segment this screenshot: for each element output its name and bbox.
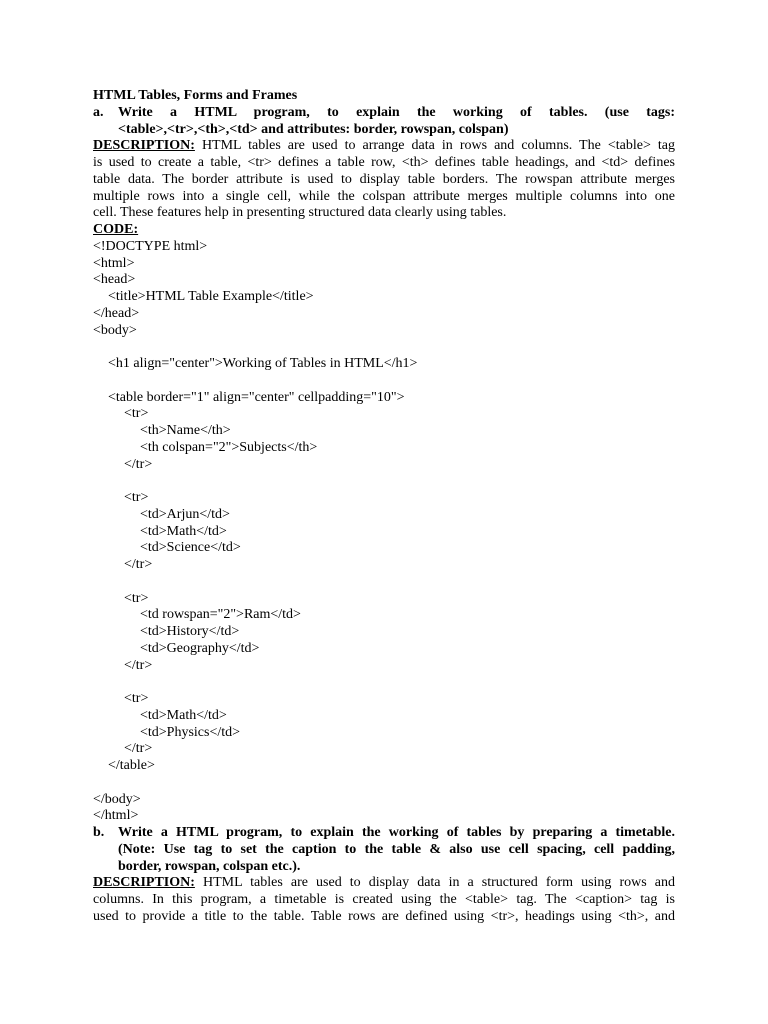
code-line: <td>Geography</td> bbox=[140, 640, 260, 656]
code-line: </body> bbox=[93, 791, 141, 807]
description-b-line-1: DESCRIPTION: HTML tables are used to display data in a structured form using rows and bbox=[93, 875, 675, 891]
code-line: <td>History</td> bbox=[140, 624, 240, 639]
description-b-line-3: used to provide a title to the table. Table rows are defined using <tr>, headings using <th>, and bbox=[93, 908, 675, 924]
code-line: </table> bbox=[108, 758, 155, 773]
code-line: <td>Math</td> bbox=[140, 707, 227, 723]
question-b-marker: b. bbox=[93, 825, 105, 840]
code-line: <table border="1" align="center" cellpadding="10"> bbox=[108, 389, 405, 405]
question-b-line-3: border, rowspan, colspan etc.). bbox=[118, 858, 301, 874]
code-line: <title>HTML Table Example</title> bbox=[108, 289, 314, 304]
code-line: <body> bbox=[93, 322, 137, 338]
code-line: <td>Math</td> bbox=[140, 523, 227, 539]
code-line-blank bbox=[93, 574, 675, 591]
code-line: <tr> bbox=[124, 490, 149, 505]
description-a-line-2: is used to create a table, <tr> defines a table row, <th> defines table headings, and <td> defines bbox=[93, 155, 675, 170]
code-label: CODE: bbox=[93, 222, 139, 237]
code-line: </tr> bbox=[124, 456, 153, 472]
code-line-blank bbox=[93, 674, 675, 691]
description-a-line-5: cell. These features help in presenting structured data clearly using tables. bbox=[93, 205, 507, 221]
question-b-line-1: Write a HTML program, to explain the working of tables by preparing a timetable. bbox=[118, 825, 675, 840]
code-line-blank bbox=[93, 373, 675, 390]
code-line: </html> bbox=[93, 808, 139, 824]
question-b-line-2: (Note: Use tag to set the caption to the table & also use cell spacing, cell padding, bbox=[118, 841, 675, 857]
question-a bbox=[93, 105, 675, 139]
code-block bbox=[93, 239, 675, 825]
code-line: <tr> bbox=[124, 691, 149, 706]
code-line: <h1 align="center">Working of Tables in HTML</h1> bbox=[108, 356, 418, 371]
code-line: </head> bbox=[93, 305, 140, 321]
description-a-label: DESCRIPTION: bbox=[93, 138, 195, 154]
code-line-blank bbox=[93, 775, 675, 792]
document-page bbox=[93, 88, 675, 926]
code-line: </tr> bbox=[124, 557, 153, 572]
description-a-line-4: multiple rows into a single cell, while the colspan attribute merges multiple columns into one bbox=[93, 188, 675, 204]
description-b-label: DESCRIPTION: bbox=[93, 875, 195, 891]
description-a-line-1: DESCRIPTION: HTML tables are used to arrange data in rows and columns. The <table> tag bbox=[93, 138, 675, 154]
code-line: <tr> bbox=[124, 406, 149, 422]
question-a-text bbox=[118, 105, 675, 139]
code-line: </tr> bbox=[124, 741, 153, 757]
code-line-blank bbox=[93, 339, 675, 356]
code-line: <tr> bbox=[124, 590, 149, 606]
question-a-line-2: <table>,<tr>,<th>,<td> and attributes: border, rowspan, colspan) bbox=[118, 121, 509, 137]
question-a-line-1: Write a HTML program, to explain the working of tables. (use tags: bbox=[118, 104, 675, 120]
code-line: <th>Name</th> bbox=[140, 423, 231, 438]
code-line: <html> bbox=[93, 255, 135, 271]
code-line: <td>Science</td> bbox=[140, 540, 241, 556]
question-a-marker: a. bbox=[93, 104, 104, 120]
code-line: <!DOCTYPE html> bbox=[93, 238, 208, 254]
question-b bbox=[93, 825, 675, 875]
code-line-blank bbox=[93, 473, 675, 490]
code-line: <td>Physics</td> bbox=[140, 724, 241, 740]
description-a-line-3: table data. The border attribute is used to display table borders. The rowspan attribute merges bbox=[93, 171, 675, 187]
description-b-line-2: columns. In this program, a timetable is created using the <table> tag. The <caption> tag is bbox=[93, 892, 675, 907]
section-title: HTML Tables, Forms and Frames bbox=[93, 88, 298, 103]
code-line: <head> bbox=[93, 272, 136, 288]
code-line: <td rowspan="2">Ram</td> bbox=[140, 607, 301, 623]
question-b-text bbox=[118, 825, 675, 875]
code-line: </tr> bbox=[124, 657, 153, 673]
code-line: <td>Arjun</td> bbox=[140, 506, 230, 522]
code-line: <th colspan="2">Subjects</th> bbox=[140, 439, 318, 455]
